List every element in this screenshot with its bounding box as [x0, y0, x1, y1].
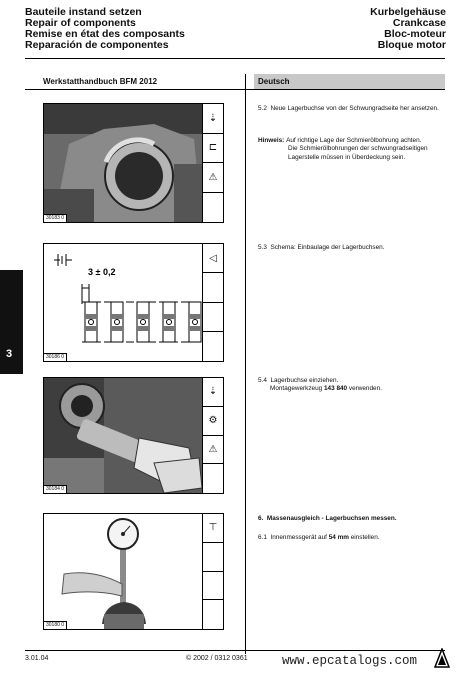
figure-30180 — [43, 513, 224, 630]
section-6: 6. Massenausgleich - Lagerbuchsen messen. — [258, 515, 397, 522]
dimension-label: 3 ± 0,2 — [88, 267, 116, 277]
manual-title: Werkstatthandbuch BFM 2012 — [43, 77, 158, 86]
header-left-de: Bauteile instand setzen — [25, 6, 142, 18]
header-rule — [25, 58, 445, 59]
column-rule — [25, 89, 445, 90]
figure-30186 — [43, 243, 224, 362]
symbol-column — [202, 244, 223, 361]
measure-icon: ⊤ — [203, 514, 223, 543]
chapter-number: 3 — [6, 348, 13, 360]
empty-symbol-cell — [203, 193, 223, 223]
empty-symbol-cell — [203, 332, 223, 361]
figure-30184 — [43, 377, 224, 494]
warning-icon: ⚠ — [203, 436, 223, 465]
figure-number: 30183 0 — [44, 214, 67, 222]
footer-rule — [25, 650, 445, 651]
empty-symbol-cell — [203, 303, 223, 332]
figure-number: 30180 0 — [44, 621, 67, 629]
copyright: © 2002 / 0312 0361 — [186, 655, 248, 662]
empty-symbol-cell — [203, 543, 223, 572]
figure-number: 30186 0 — [44, 353, 67, 361]
install-icon: ⇣ — [203, 378, 223, 407]
page-number: 3.01.04 — [25, 655, 49, 662]
language-label: Deutsch — [258, 77, 290, 86]
symbol-column — [202, 378, 223, 493]
header-right — [370, 7, 446, 51]
header-left-en: Repair of components — [25, 17, 136, 29]
special-tool-icon: ⚙ — [203, 407, 223, 436]
chapter-tab — [0, 270, 23, 374]
header-right-en: Crankcase — [392, 17, 446, 29]
bushing-schema-drawing — [44, 244, 202, 361]
header-right-es: Bloque motor — [377, 39, 446, 51]
header-left — [25, 7, 185, 51]
empty-symbol-cell — [203, 572, 223, 601]
press-tool-icon: ⊏ — [203, 134, 223, 164]
warning-icon: ⚠ — [203, 163, 223, 193]
figure-30183 — [43, 103, 224, 223]
empty-symbol-cell — [203, 273, 223, 302]
hint-block: Hinweis: Auf richtige Lage der Schmierölbohrung achten. Die Schmierölbohrungen der schwungradseitigen Lagerstelle müssen in Überdeckung sein. — [258, 137, 428, 161]
empty-symbol-cell — [203, 600, 223, 629]
empty-symbol-cell — [203, 464, 223, 493]
step-6-1: 6.1 Innenmessgerät auf 54 mm einstellen. — [258, 534, 380, 541]
symbol-column — [202, 514, 223, 629]
install-icon: ⇣ — [203, 104, 223, 134]
step-5-3: 5.3 Schema: Einbaulage der Lagerbuchsen. — [258, 244, 385, 251]
bearing-bushing-photo — [44, 104, 202, 222]
header-left-fr: Remise en état des composants — [25, 28, 185, 40]
column-divider — [245, 74, 246, 654]
tool-install-photo — [44, 378, 202, 493]
header-left-es: Reparación de componentes — [25, 39, 169, 51]
figure-number: 30184 0 — [44, 485, 67, 493]
bore-gauge-photo — [44, 514, 202, 629]
step-5-4: 5.4 Lagerbuchse einziehen. Montagewerkzeug 143 840 verwenden. — [258, 377, 382, 393]
reference-arrow-icon: ◁ — [203, 244, 223, 273]
watermark: www.epcatalogs.com — [282, 654, 418, 668]
deutz-logo — [434, 648, 450, 668]
step-5-2: 5.2 Neue Lagerbuchse von der Schwungradseite her ansetzen. — [258, 105, 439, 112]
header-right-fr: Bloc-moteur — [384, 28, 446, 40]
header-right-de: Kurbelgehäuse — [370, 6, 446, 18]
symbol-column — [202, 104, 223, 222]
